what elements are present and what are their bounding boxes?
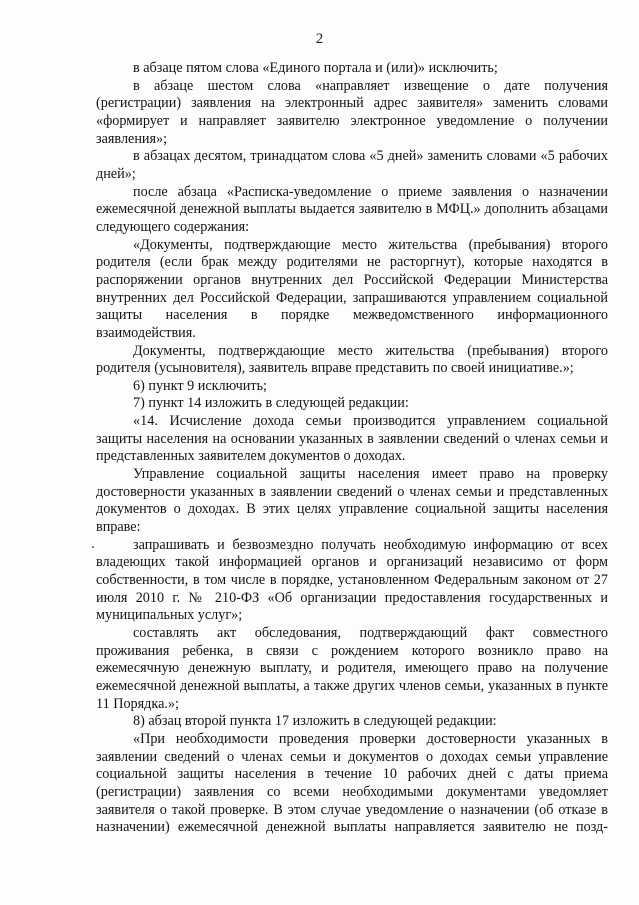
paragraph: 6) пункт 9 исключить;	[133, 377, 267, 394]
page-number: 2	[315, 31, 324, 47]
paragraph: запрашивать и безвозмездно получать необходимую информацию от всех владеющих такой информацией органов и организаций независимо от форм собственности, в том числе в порядке, установленном Федеральным законом от 27 июля 2010 г. № 210-ФЗ «Об организации предоставления государственных и муниципальных услуг»;	[96, 536, 608, 624]
document-body	[96, 60, 608, 837]
paragraph: после абзаца «Расписка-уведомление о приеме заявления о назначении ежемесячной денежной выплаты выдается заявителю в МФЦ.» дополнить абзацами следующего содержания:	[96, 183, 608, 235]
paragraph: в абзаце шестом слова «направляет извещение о дате получения (регистрации) заявления на электронный адрес заявителя» заменить словами «формирует и направляет заявителю электронное уведомление о получении заявления»;	[96, 77, 608, 147]
paragraph: Управление социальной защиты населения имеет право на проверку достоверности указанных в заявлении сведений о членах семьи и представленных документов о доходах. В этих целях управление социальной защиты населения вправе:	[96, 466, 608, 536]
paragraph: «Документы, подтверждающие место жительства (пребывания) второго родителя (если брак между родителями не расторгнут), которые находятся в распоряжении органов внутренних дел Российской Федерации Министерства внутренних дел Российской Федерации, запрашиваются управлением социальной защиты населения в порядке межведомственного информационного взаимодействия.	[96, 236, 608, 341]
paragraph: 7) пункт 14 изложить в следующей редакции:	[133, 395, 409, 412]
paragraph: «14. Исчисление дохода семьи производится управлением социальной защиты населения на основании указанных в заявлении сведений о членах семьи и представленных заявителем документов о доходах.	[96, 413, 608, 465]
paragraph: 8) абзац второй пункта 17 изложить в следующей редакции:	[133, 713, 497, 730]
paragraph: в абзацах десятом, тринадцатом слова «5 дней» заменить словами «5 рабочих дней»;	[96, 148, 608, 182]
paragraph: «При необходимости проведения проверки достоверности указанных в заявлении сведений о членах семьи и документов о доходах семьи управление социальной защиты населения в течение 10 рабочих дней с даты приема (регистрации) заявления со всеми необходимыми документами уведомляет заявителя о такой проверке. В этом случае уведомление о назначении (об отказе в назначении) ежемесячной денежной выплаты направляется заявителю не позд-	[96, 730, 608, 836]
paragraph: Документы, подтверждающие место жительства (пребывания) второго родителя (усыновителя), заявитель вправе представить по своей инициативе.»;	[96, 342, 608, 377]
paragraph: в абзаце пятом слова «Единого портала и (или)» исключить;	[133, 60, 498, 76]
paragraph: составлять акт обследования, подтверждающий факт совместного проживания ребенка, в связи с рождением которого возникло право на ежемесячную денежную выплату, и родителя, имеющего право на получение ежемесячной денежной выплаты, а также других членов семьи, указанных в пункте 11 Порядка.»;	[96, 625, 608, 712]
scan-speck	[92, 546, 94, 548]
